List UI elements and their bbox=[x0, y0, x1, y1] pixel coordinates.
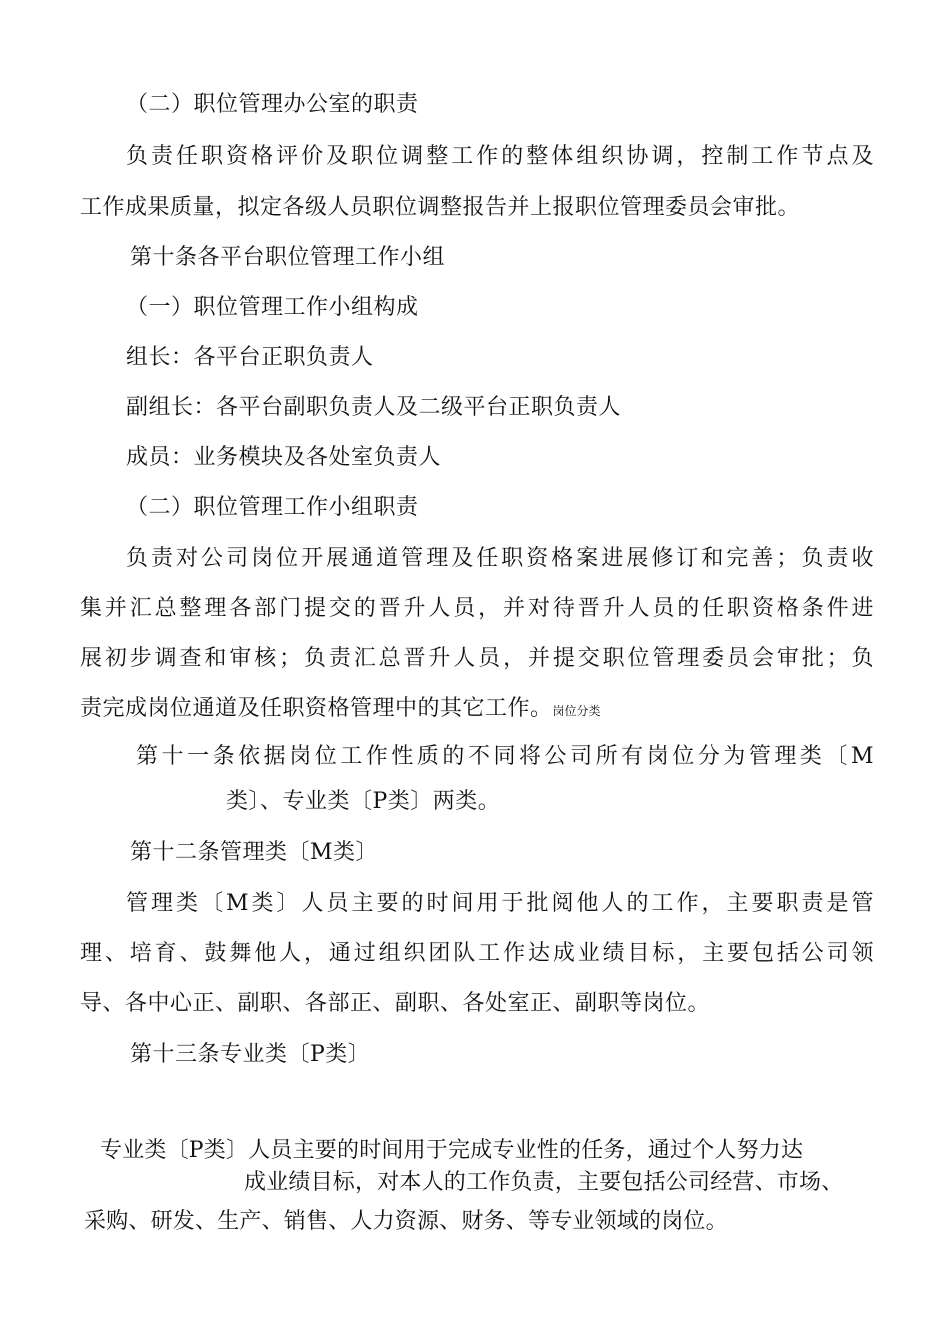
paragraph-line bbox=[80, 696, 601, 724]
member-line-leader: 组长：各平台正职负责人 bbox=[126, 345, 374, 370]
paragraph-line: 导、各中心正、副职、各部正、副职、各处室正、副职等岗位。 bbox=[80, 991, 711, 1016]
paragraph-text: 责完成岗位通道及任职资格管理中的其它工作。 bbox=[80, 696, 553, 721]
paragraph-line: 采购、研发、生产、销售、人力资源、财务、等专业领域的岗位。 bbox=[84, 1209, 728, 1234]
paragraph-line: 管理类〔M类〕人员主要的时间用于批阅他人的工作，主要职责是管 bbox=[126, 891, 874, 916]
section-heading-office-duties: （二）职位管理办公室的职责 bbox=[126, 92, 419, 117]
article-heading-13: 第十三条专业类〔P类〕 bbox=[130, 1042, 371, 1067]
paragraph-line: 理、培育、鼓舞他人，通过组织团队工作达成业绩目标，主要包括公司领 bbox=[80, 941, 874, 966]
paragraph-line: 展初步调查和审核；负责汇总晋升人员，并提交职位管理委员会审批；负 bbox=[80, 646, 874, 671]
paragraph-line: 工作成果质量，拟定各级人员职位调整报告并上报职位管理委员会审批。 bbox=[80, 195, 801, 220]
article-11-line: 类〕、专业类〔P类〕两类。 bbox=[226, 789, 501, 814]
paragraph-line: 负责对公司岗位开展通道管理及任职资格案进展修订和完善；负责收 bbox=[126, 546, 874, 571]
subsection-heading-duties: （二）职位管理工作小组职责 bbox=[126, 495, 419, 520]
inline-heading-job-classification: 岗位分类 bbox=[552, 704, 601, 718]
article-11-line: 第十一条依据岗位工作性质的不同将公司所有岗位分为管理类〔M bbox=[136, 744, 874, 769]
article-heading-12: 第十二条管理类〔M类〕 bbox=[130, 840, 379, 865]
member-line-deputy: 副组长：各平台副职负责人及二级平台正职负责人 bbox=[126, 395, 622, 420]
article-heading-10: 第十条各平台职位管理工作小组 bbox=[130, 245, 446, 270]
paragraph-line: 专业类〔P类〕人员主要的时间用于完成专业性的任务，通过个人努力达 bbox=[100, 1138, 804, 1163]
paragraph-line: 成业绩目标，对本人的工作负责，主要包括公司经营、市场、 bbox=[244, 1170, 844, 1195]
paragraph-line: 集并汇总整理各部门提交的晋升人员，并对待晋升人员的任职资格条件进 bbox=[80, 596, 874, 621]
subsection-heading-composition: （一）职位管理工作小组构成 bbox=[126, 295, 419, 320]
paragraph-line: 负责任职资格评价及职位调整工作的整体组织协调，控制工作节点及 bbox=[126, 144, 874, 169]
member-line-members: 成员：业务模块及各处室负责人 bbox=[126, 445, 442, 470]
